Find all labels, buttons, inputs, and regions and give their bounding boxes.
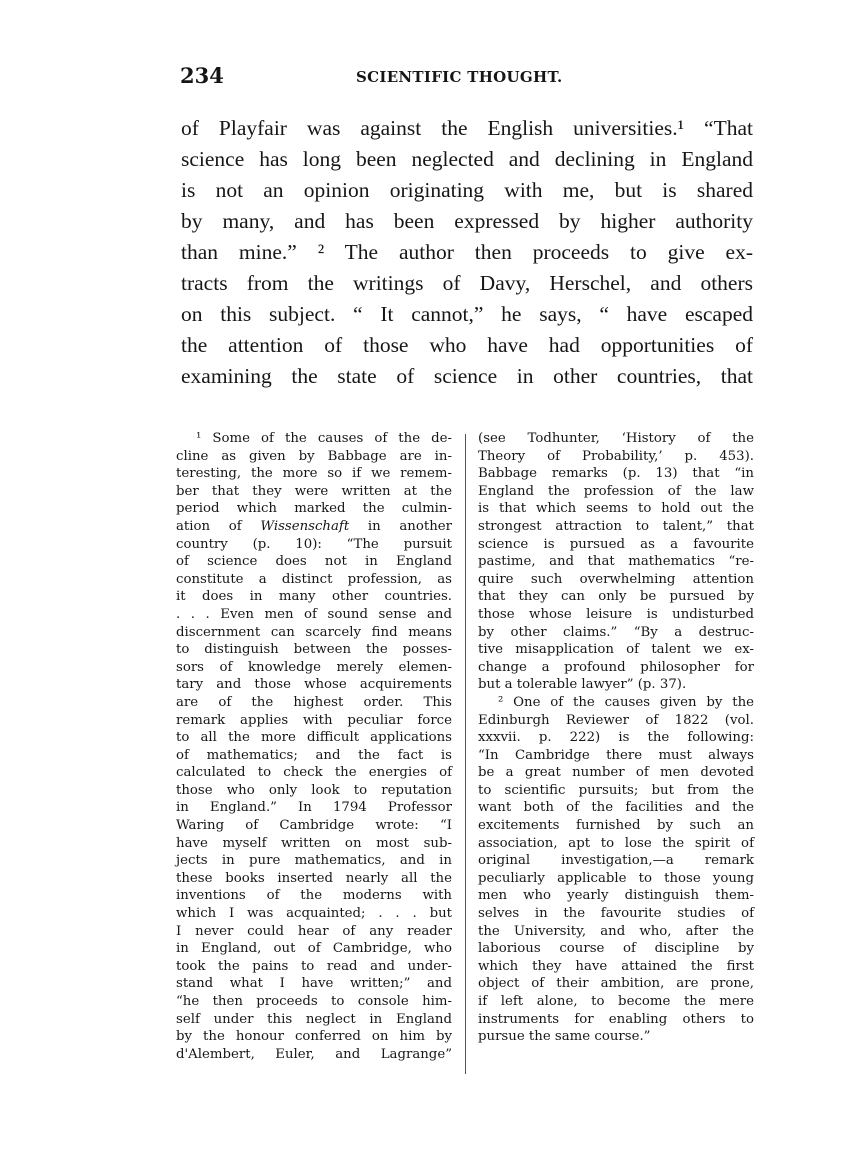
running-title: SCIENTIFIC THOUGHT. [356, 68, 563, 86]
footnote-line: those who only look to reputation [176, 782, 452, 798]
footnote-line: Edinburgh Reviewer of 1822 (vol. [478, 712, 754, 728]
main-text-line: tracts from the writings of Davy, Herschel, and others [181, 271, 753, 295]
footnote-line: pursue the same course.” [478, 1029, 651, 1045]
footnote-line: which they have attained the first [478, 958, 754, 974]
footnote-line: change a profound philosopher for [478, 659, 754, 675]
footnote-line: by other claims.” “By a destruc- [478, 624, 754, 640]
main-text-line: the attention of those who have had opportunities of [181, 333, 753, 357]
running-head [180, 64, 752, 88]
main-text-line: examining the state of science in other countries, that [181, 364, 753, 388]
main-text-line: on this subject. “ It cannot,” he says, “ have escaped [181, 302, 753, 326]
main-text-line: than mine.” ² The author then proceeds to give ex- [181, 240, 753, 264]
page-number: 234 [180, 63, 224, 88]
main-text-line: is not an opinion originating with me, but is shared [181, 178, 753, 202]
footnote-line: stand what I have written;” and [176, 976, 452, 992]
footnote-line: instruments for enabling others to [478, 1011, 754, 1027]
footnote-line: discernment can scarcely find means [176, 624, 452, 640]
footnote-line: ² One of the causes given by the [498, 694, 754, 710]
footnotes [176, 430, 754, 1080]
footnote-line: the University, and who, after the [478, 923, 754, 939]
footnote-line: Babbage remarks (p. 13) that “in [478, 466, 754, 482]
footnote-line: inventions of the moderns with [176, 888, 452, 904]
footnote-line: constitute a distinct profession, as [176, 571, 452, 587]
footnote-line: quire such overwhelming attention [478, 571, 754, 587]
footnote-line: ber that they were written at the [176, 483, 452, 499]
footnote-line: these books inserted nearly all the [176, 870, 452, 886]
footnote-line: in England.” In 1794 Professor [176, 800, 452, 816]
footnote-line: jects in pure mathematics, and in [176, 853, 452, 869]
footnote-line: remark applies with peculiar force [176, 712, 452, 728]
footnote-line: be a great number of men devoted [478, 765, 754, 781]
footnote-line: object of their ambition, are prone, [478, 976, 754, 992]
footnote-line: laborious course of discipline by [478, 941, 754, 957]
italic-term: Wissenschaft [260, 518, 350, 534]
footnote-line: that they can only be pursued by [478, 589, 754, 605]
footnote-line: of science does not in England [176, 554, 452, 570]
footnote-line: pastime, and that mathematics “re- [478, 554, 754, 570]
footnote-line: want both of the facilities and the [478, 800, 754, 816]
footnote-line: is that which seems to hold out the [478, 501, 754, 517]
footnote-line: ation of Wissenschaft in another [176, 518, 452, 534]
footnote-line: it does in many other countries. [176, 589, 452, 605]
footnote-line: “he then proceeds to console him- [176, 994, 452, 1009]
footnote-line: selves in the favourite studies of [478, 906, 754, 922]
footnote-line: England the profession of the law [478, 483, 754, 499]
footnote-line: tary and those whose acquirements [176, 677, 452, 693]
footnote-line: but a tolerable lawyer” (p. 37). [478, 677, 687, 693]
footnote-line: “In Cambridge there must always [478, 747, 754, 763]
main-text-line: science has long been neglected and declining in England [181, 147, 753, 171]
column-divider [465, 434, 466, 1074]
footnote-line: period which marked the culmin- [176, 501, 452, 517]
footnote-line: country (p. 10): “The pursuit [176, 536, 452, 552]
main-text-line: by many, and has been expressed by higher authority [181, 209, 753, 233]
footnote-line: original investigation,—a remark [478, 853, 754, 869]
footnote-line: by the honour conferred on him by [176, 1029, 452, 1045]
footnote-line: Waring of Cambridge wrote: “I [176, 818, 452, 834]
footnote-line: xxxvii. p. 222) is the following: [478, 730, 754, 746]
footnote-line: association, apt to lose the spirit of [478, 835, 754, 851]
footnote-line: teresting, the more so if we remem- [176, 466, 452, 482]
footnote-line: cline as given by Babbage are in- [176, 448, 452, 464]
footnote-line: science is pursued as a favourite [478, 536, 754, 552]
footnote-line: of mathematics; and the fact is [176, 747, 452, 763]
footnote-line: self under this neglect in England [176, 1011, 452, 1027]
footnote-line: men who yearly distinguish them- [478, 888, 754, 904]
footnote-line: those whose leisure is undisturbed [478, 606, 754, 622]
footnote-line: if left alone, to become the mere [478, 994, 754, 1009]
footnote-line: which I was acquainted; . . . but [176, 906, 452, 922]
footnote-line: to scientific pursuits; but from the [478, 782, 754, 798]
footnote-line: are of the highest order. This [176, 694, 452, 710]
footnote-line: tive misapplication of talent we ex- [478, 642, 754, 658]
footnote-line: calculated to check the energies of [176, 765, 452, 781]
footnote-line: to all the more difficult applications [176, 730, 452, 746]
footnote-line: Theory of Probability,’ p. 453). [478, 448, 754, 464]
footnote-line: have myself written on most sub- [176, 835, 452, 851]
footnote-line: peculiarly applicable to those young [478, 870, 754, 886]
footnote-line: . . . Even men of sound sense and [176, 606, 452, 622]
main-text-line: of Playfair was against the English universities.¹ “That [181, 116, 753, 140]
footnote-line: took the pains to read and under- [176, 958, 452, 974]
footnote-column-left [176, 430, 452, 1063]
footnote-line: strongest attraction to talent,” that [478, 518, 754, 534]
footnote-line: I never could hear of any reader [176, 923, 452, 939]
footnote-line: excitements furnished by such an [478, 818, 754, 834]
footnote-line: sors of knowledge merely elemen- [176, 659, 452, 675]
footnote-line: to distinguish between the posses- [176, 642, 452, 658]
footnote-line: ¹ Some of the causes of the de- [196, 431, 452, 446]
footnote-line: in England, out of Cambridge, who [176, 941, 452, 957]
footnote-column-right [478, 430, 754, 1046]
footnote-line: d'Alembert, Euler, and Lagrange” [176, 1046, 452, 1062]
main-text-block [181, 113, 753, 392]
footnote-line: (see Todhunter, ‘History of the [478, 431, 754, 446]
